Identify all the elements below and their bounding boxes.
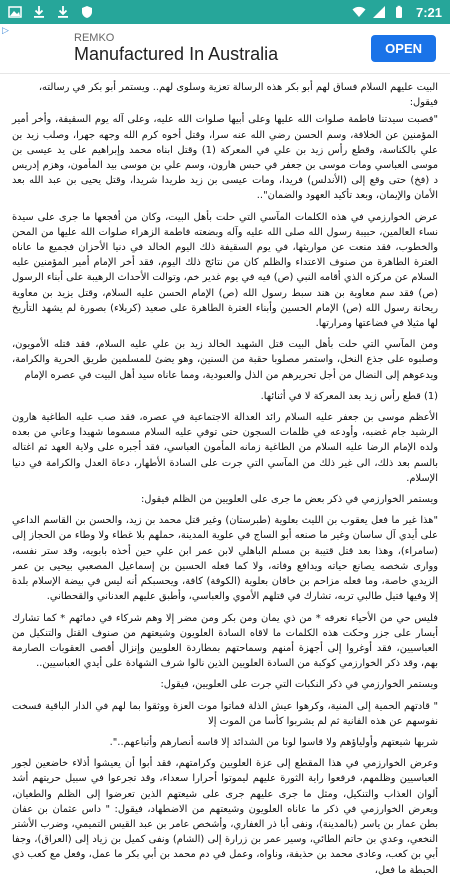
paragraph: شربها شيعتهم وأولياؤهم ولا قاسوا لونا من الشدائد إلا قاسه أنصارهم وأتباعهم..". xyxy=(109,736,438,748)
battery-icon xyxy=(392,5,406,19)
paragraph: البيت عليهم السلام فساق لهم أبو بكر هذه الرسالة تعزية وسلوى لهم.. ويستمر أبو بكر في رسالته، فيقول: xyxy=(38,82,438,109)
paragraph: عرض الخوارزمي في هذه الكلمات المآسي التي حلت بأهل البيت، وكان من أفجعها ما جرى على سيدة نساء العالمين، حبيبة رسول الله صلى الله عليه وآله وبضعته فاطمة الزهراء صلوات الله عليها من المحن والخطوب، فقد منعت عن مواريثها، في يوم السقيفة ذلك اليوم الخالد في دنيا الأحزان فجميع ما عاناه العترة الطاهرة من صنوف الاعتداء والظلم كان من نتائج ذلك اليوم، فقد أخر الإمام أمير المؤمنين عليه السلام عن مركزه الذي أقامه النبي (ص) فيه في يوم غدير خم، وتوالت الأحداث الرهيبة على أبناء الرسول (ص) فقد سم معاوية بن هند سبط رسول الله (ص) الإمام الحسن عليه السلام، وقتل يزيد بن معاوية ريحانة رسول الله (ص) الإمام الحسين وأبناء العترة الطاهرة على صعيد (كربلاء) بصورة لم يشهد التأريخ لها مثيلا في فضاعتها ومرارتها. xyxy=(12,211,438,330)
paragraph: ويستمر الخوارزمي في ذكر النكبات التي جرت على العلويين، فيقول: xyxy=(160,679,438,691)
paragraph: وعرض الخوارزمي في هذا المقطع إلى عزة العلويين وكرامتهم، فقد أبوا أن يعيشوا أذلاء خاضعين لجور العباسيين وظلمهم، فرفعوا راية الثورة عليهم ليموتوا أحرارا سعداء، وقد تجرعوا في سبيل حريتهم أشد ألوان العذاب والتنكيل، ومثل ما جرى عليهم جرى على شيعتهم الذين تعرضوا إلى الظلم والطغيان، ويعرض الخوارزمي في ذكر ما عاناه العلويون وشيعتهم من الاضطهاد، فيقول: " داس عثمان بن عفان بطن عمار بن ياسر (بالمدينة)، ونفى أبا ذر الغفاري، وأشخص عامر بن عبد القيس التميمي، وضرب الأشتر النخعي، وعدي بن حاتم الطائي، وسير عمر بن زرارة إلى (الشام) ونفى كميل بن زياد إلى (العراق)، وجفا أبي بن كعب، وعادى محمد بن حذيفة، وناواه، وعمل في دم محمد بن أبي بكر ما عمل، وفعل مع كعب ذي الحبطة ما فعل، xyxy=(12,758,438,876)
ad-info-icon[interactable]: ▷ xyxy=(2,26,9,36)
ad-headline: Manufactured In Australia xyxy=(74,44,279,64)
ad-open-button[interactable]: OPEN xyxy=(371,35,436,62)
status-icons-left xyxy=(8,5,94,19)
clock: 7:21 xyxy=(415,4,442,20)
ad-banner[interactable] xyxy=(0,24,450,74)
download-icon xyxy=(56,5,70,19)
shield-icon xyxy=(80,5,94,19)
paragraph: " قادتهم الحمية إلى المنية، وكرهوا عيش الذلة فماتوا موت العزة ووثقوا بما لهم في الدار الباقية فسخت نفوسهم عن هذه الفانية ثم لم يشربوا كأسا من الموت إلا xyxy=(12,700,438,727)
wifi-icon xyxy=(352,5,366,19)
paragraph: "هذا غير ما فعل يعقوب بن الليث بعلوية (طبرستان) وغير قتل محمد بن زيد، والحسن بن القاسم الداعي على أيدي آل ساسان وغير ما صنعه أبو الساج في علوية المدينة، حملهم بلا غطاء ولا وطاء من الحجاز إلى (سامراء)، وهذا بعد قتل قتيبة بن مسلم الباهلي لابن عمر ابن علي حين أخذه بابويه، وقد ستر نفسه، ووارى شخصه يصانع حياته ويدافع وفاته، ولا كما فعله الحسين بن إسماعيل المصعبي بيحيى بن عمر الزيدي خاصة، وما فعله مزاحم بن خاقان بعلوية (الكوفة) كافة، ويحسبكم أنه ليس في بيضة الإسلام بلدة إلا وفيها قتيل طالبي تربه، تشارك في قتلهم الأموي والعباسي، وأطبق عليهم العدناني والقحطاني. xyxy=(12,515,438,603)
download-icon xyxy=(32,5,46,19)
ad-text[interactable] xyxy=(14,32,371,65)
signal-icon xyxy=(372,5,386,19)
status-bar xyxy=(0,0,450,24)
ad-brand: REMKO xyxy=(74,32,115,44)
status-icons-right xyxy=(352,5,442,20)
paragraph: فليس حي من الأحياء نعرفه * من ذي يمان ومن بكر ومن مضر إلا وهم شركاء في دمائهم * كما تشارك أيسار على جزر وحكت هذه الكلمات ما لاقاه السادة العلويون وشيعتهم من صنوف القتل والتنكيل من العباسيين، فقد أوغروا إلى أجهزة أمنهم وسماحتهم بمطاردة العلويين وإنزال أقصى العقوبات الصارمة بهم، وقد ذكر الخوارزمي كوكبة من السادة العلويين الذين نالوا شرف الشهادة على أيدي العباسيين.. xyxy=(12,612,438,670)
paragraph: ويستمر الخوارزمي في ذكر بعض ما جرى على العلويين من الظلم فيقول: xyxy=(140,494,438,506)
book-content xyxy=(0,74,450,876)
footnote: (1) قطع رأس زيد بعد المعركة لا في أثنائها. xyxy=(260,390,438,402)
image-icon xyxy=(8,5,22,19)
paragraph: الأعظم موسى بن جعفر عليه السلام رائد العدالة الاجتماعية في عصره، فقد صب عليه الطاغية هارون الرشيد جام غضبه، وأودعه في ظلمات السجون حتى توفي عليه السلام مسموما شهيدا وعاني من بعده ولده الإمام الرضا عليه السلام من الطاغية زمانه المأمون العباسي، فقد أجبره على ولاية العهد ثم اغتاله بالسم بعد ذلك، الى غير ذلك من المآسي التي جرت على السادة الأطهار، دعاة العدل والكرامة في دنيا الإسلام. xyxy=(12,412,438,484)
paragraph: ومن المآسي التي حلت بأهل البيت قتل الشهيد الخالد زيد بن علي عليه السلام، فقد قتله الأمويون، وصلبوه على جذع النخل، واستمر مصلوبا حقبة من السنين، وهو يضئ للمسلمين طريق الحرية والكرامة، ويدعوهم إلى النضال من أجل تحريرهم من الذل والعبودية، ومما عاناه سيد أهل البيت في عصره الإمام xyxy=(12,339,438,381)
paragraph: "فصبت سيدتنا فاطمة صلوات الله عليها وعلى أبيها صلوات الله عليه، وعلى آله يوم السقيفة، وأخر أمير المؤمنين عن الخلافة، وسم الحسن رضي الله عنه سرا، وقتل أخوه كرم الله وجهه جهرا، وصلب زيد بن علي بالكناسة، وقطع رأس زيد بن علي في المعركة (1) وقتل ابناه محمد وإبراهيم على يد عيسى بن موسى العباسي ومات موسى بن جعفر في حبس هارون، وسم علي بن موسى بيد المأمون، وهزم إدريس د (فخ) حتى وقع إلى (الأندلس) فريدا، ومات عيسى بن زيد طريدا شريدا، وقتل يحيى بن عبد الله بعد الأمان والإيمان، وبعد تأكيد العهود والضمان".. xyxy=(12,114,438,202)
